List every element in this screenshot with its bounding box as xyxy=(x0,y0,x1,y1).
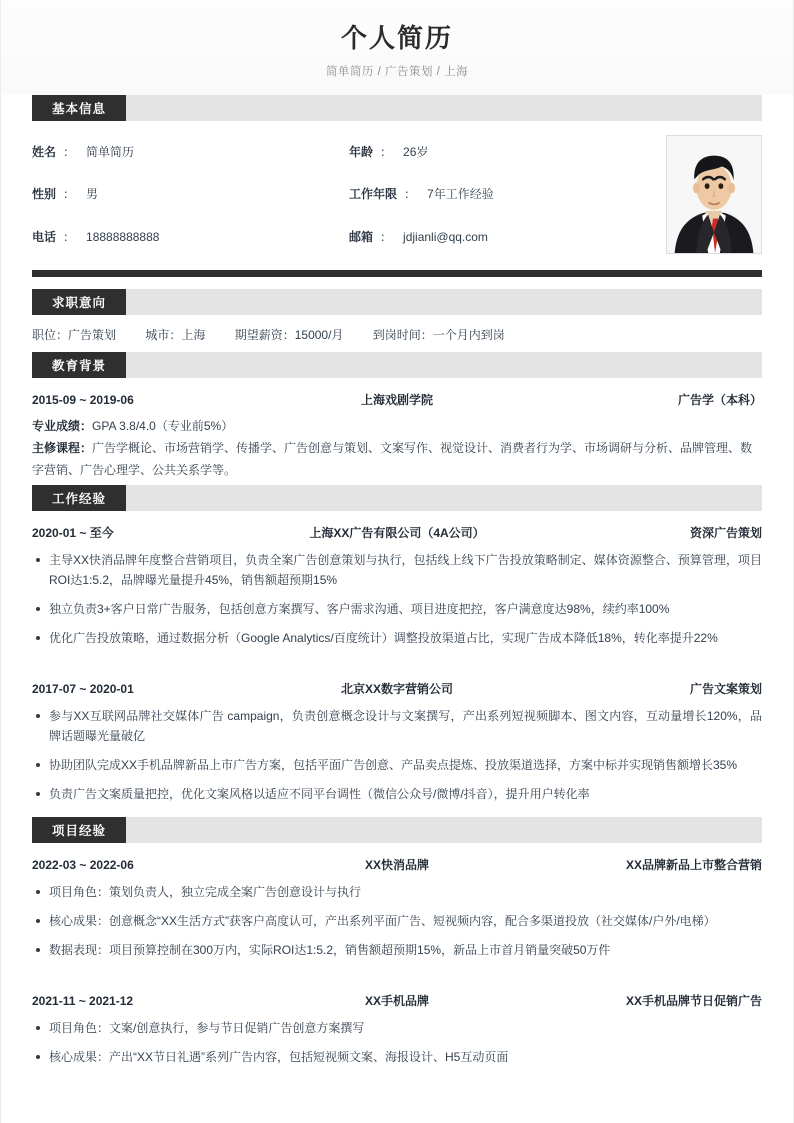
section-header-basic xyxy=(32,95,762,121)
field-gender-value: 男 xyxy=(86,187,99,202)
project-date: 2022-03 ~ 2022-06 xyxy=(32,857,134,872)
section-divider xyxy=(32,270,762,277)
portrait-photo-icon xyxy=(667,136,761,253)
work-bullets xyxy=(32,550,762,648)
field-work-years-value: 7年工作经验 xyxy=(427,187,494,202)
section-header-education xyxy=(32,352,762,378)
work-company: 北京XX数字营销公司 xyxy=(340,681,453,696)
document-header xyxy=(1,0,793,95)
education-date: 2015-09 ~ 2019-06 xyxy=(32,392,134,407)
list-item: 项目角色：策划负责人，独立完成全案广告创意设计与执行 xyxy=(32,882,762,902)
field-email-separator: ： xyxy=(380,230,393,245)
field-age-label: 年龄 xyxy=(349,144,374,159)
field-email xyxy=(349,228,666,254)
page-title: 个人简历 xyxy=(340,23,453,53)
education-entry-head xyxy=(32,378,762,415)
work-date: 2020-01 ~ 至今 xyxy=(32,525,114,540)
list-item: 协助团队完成XX手机品牌新品上市广告方案，包括平面广告创意、产品卖点提炼、投放渠道选择，方案中标并实现销售额增长35% xyxy=(32,755,762,775)
work-entry-head xyxy=(32,667,762,704)
project-entry xyxy=(32,979,762,1067)
section-header-work xyxy=(32,485,762,511)
list-item: 核心成果：产出“XX节日礼遇”系列广告内容，包括短视频文案、海报设计、H5互动页面 xyxy=(32,1047,762,1067)
work-role: 资深广告策划 xyxy=(689,525,762,540)
intent-block xyxy=(1,315,793,352)
project-date: 2021-11 ~ 2021-12 xyxy=(32,993,134,1008)
intent-salary: 期望薪资：15000/月 xyxy=(234,327,344,342)
project-bullets xyxy=(32,882,762,960)
education-gpa-value: GPA 3.8/4.0（专业前5%） xyxy=(92,418,234,433)
list-item: 负责广告文案质量把控，优化文案风格以适应不同平台调性（微信公众号/微博/抖音），提升用户转化率 xyxy=(32,784,762,804)
education-gpa-label: 专业成绩 xyxy=(32,418,81,433)
work-entry xyxy=(32,511,762,648)
education-school: 上海戏剧学院 xyxy=(360,392,433,407)
field-gender xyxy=(32,185,349,211)
education-courses-line: 主修课程：广告学概论、市场营销学、传播学、广告创意与策划、文案写作、视觉设计、消费者行为学、市场调研与分析、品牌管理、数字营销、广告心理学、公共关系学等。 xyxy=(32,440,753,477)
work-date: 2017-07 ~ 2020-01 xyxy=(32,681,134,696)
intent-onboard: 到岗时间：一个月内到岗 xyxy=(372,327,505,342)
field-phone-separator: ： xyxy=(63,230,76,245)
field-phone xyxy=(32,228,349,254)
section-tab-label-education: 教育背景 xyxy=(32,352,126,378)
project-entry xyxy=(32,843,762,960)
basic-info-block xyxy=(1,121,793,260)
project-client: XX手机品牌 xyxy=(364,993,429,1008)
field-name-value: 简单简历 xyxy=(86,144,135,159)
field-age-separator: ： xyxy=(380,144,393,159)
field-email-value: jdjianli@qq.com xyxy=(403,230,488,245)
project-block xyxy=(1,843,793,1067)
list-item: 参与XX互联网品牌社交媒体广告 campaign，负责创意概念设计与文案撰写，产出系列短视频脚本、图文内容，互动量增长120%，品牌话题曝光量破亿 xyxy=(32,706,762,746)
avatar xyxy=(666,135,762,254)
page-subtitle: 简单简历 / 广告策划 / 上海 xyxy=(325,65,469,78)
education-courses-label: 主修课程 xyxy=(32,440,81,455)
work-entry-head xyxy=(32,511,762,548)
education-courses-value: 广告学概论、市场营销学、传播学、广告创意与策划、文案写作、视觉设计、消费者行为学、市场调研与分析、品牌管理、数字营销、广告心理学、公共关系学等。 xyxy=(32,440,753,477)
list-item: 独立负责3+客户日常广告服务，包括创意方案撰写、客户需求沟通、项目进度把控，客户满意度达98%，续约率100% xyxy=(32,599,762,619)
project-name: XX品牌新品上市整合营销 xyxy=(625,857,762,872)
section-tab-label-work: 工作经验 xyxy=(32,485,126,511)
field-gender-separator: ： xyxy=(63,187,76,202)
project-client: XX快消品牌 xyxy=(364,857,429,872)
section-tab-label-project: 项目经验 xyxy=(32,817,126,843)
education-block xyxy=(1,378,793,485)
field-age xyxy=(349,143,666,169)
intent-position: 职位：广告策划 xyxy=(32,327,117,342)
section-header-project xyxy=(32,817,762,843)
project-entry-head xyxy=(32,843,762,880)
field-name-label: 姓名 xyxy=(32,144,57,159)
field-phone-label: 电话 xyxy=(32,230,57,245)
field-email-label: 邮箱 xyxy=(349,230,374,245)
education-gpa-line: 专业成绩：GPA 3.8/4.0（专业前5%） xyxy=(32,418,234,433)
project-entry-head xyxy=(32,979,762,1016)
field-work-years-label: 工作年限 xyxy=(349,187,398,202)
education-major: 广告学（本科） xyxy=(677,392,762,407)
field-work-years-separator: ： xyxy=(404,187,417,202)
intent-city: 城市：上海 xyxy=(145,327,206,342)
section-tab-label-intent: 求职意向 xyxy=(32,289,126,315)
work-role: 广告文案策划 xyxy=(689,681,762,696)
section-tab-label-basic: 基本信息 xyxy=(32,95,126,121)
list-item: 数据表现：项目预算控制在300万内，实际ROI达1:5.2，销售额超预期15%，新品上市首月销量突破50万件 xyxy=(32,940,762,960)
work-entry xyxy=(32,667,762,804)
list-item: 核心成果：创意概念“XX生活方式”获客户高度认可，产出系列平面广告、短视频内容，配合多渠道投放（社交媒体/户外/电梯） xyxy=(32,911,762,931)
list-item: 优化广告投放策略，通过数据分析（Google Analytics/百度统计）调整投放渠道占比，实现广告成本降低18%，转化率提升22% xyxy=(32,628,762,648)
work-bullets xyxy=(32,706,762,804)
field-age-value: 26岁 xyxy=(403,144,429,159)
field-gender-label: 性别 xyxy=(32,187,57,202)
field-name xyxy=(32,143,349,169)
basic-info-fields xyxy=(32,135,666,254)
project-name: XX手机品牌节日促销广告 xyxy=(625,993,762,1008)
project-bullets xyxy=(32,1018,762,1067)
field-name-separator: ： xyxy=(63,144,76,159)
list-item: 项目角色：文案/创意执行，参与节日促销广告创意方案撰写 xyxy=(32,1018,762,1038)
work-company: 上海XX广告有限公司（4A公司） xyxy=(309,525,485,540)
field-work-years xyxy=(349,185,666,211)
field-phone-value: 18888888888 xyxy=(86,230,160,245)
intent-row xyxy=(32,315,762,352)
work-block xyxy=(1,511,793,817)
list-item: 主导XX快消品牌年度整合营销项目，负责全案广告创意策划与执行，包括线上线下广告投放策略制定、媒体资源整合、预算管理，项目ROI达1:5.2，品牌曝光量提升45%，销售额超预期15% xyxy=(32,550,762,590)
section-header-intent xyxy=(32,289,762,315)
